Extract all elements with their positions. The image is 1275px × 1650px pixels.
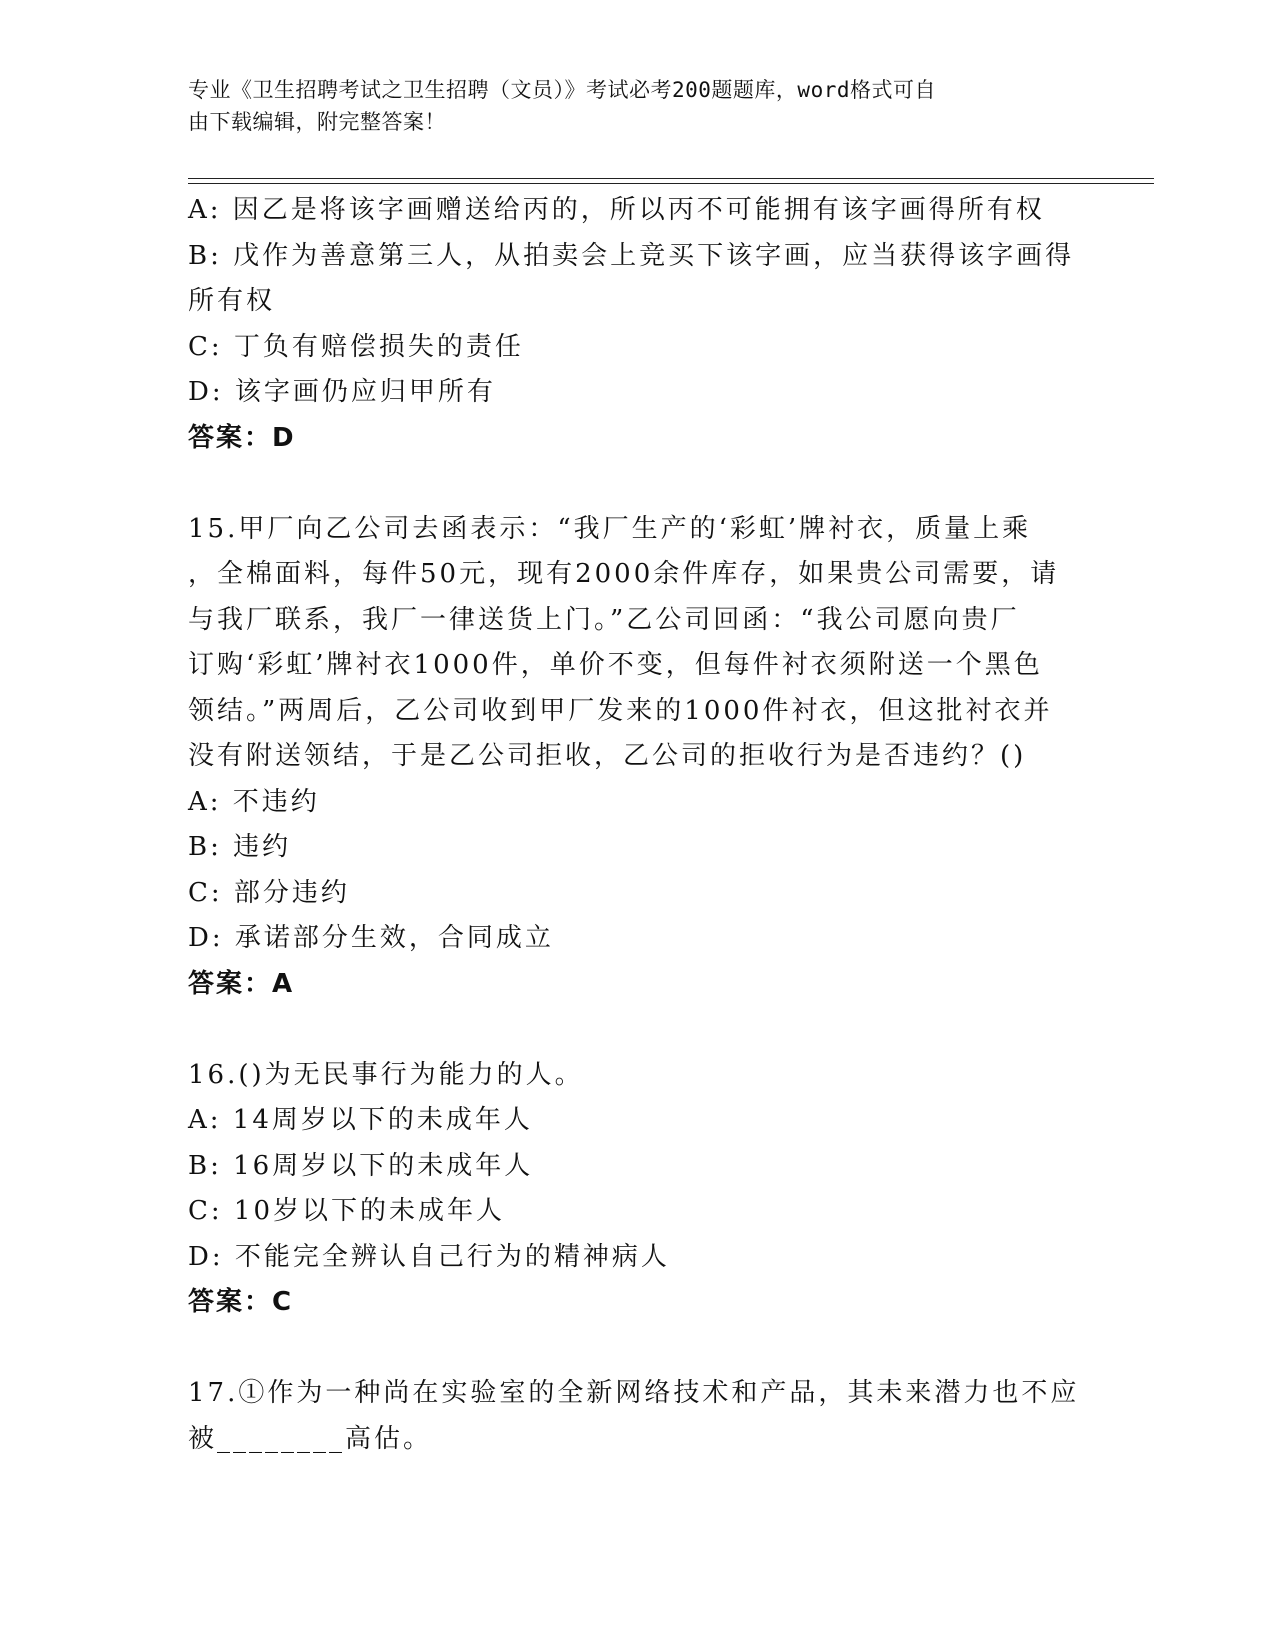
question-15 [188,507,1088,1008]
option-a: A: 不违约 [188,786,320,817]
question-stem: 与我厂联系，我厂一律送货上门。”乙公司回函：“我公司愿向贵厂 [188,604,1020,635]
answer: 答案：C [188,1287,294,1317]
option-a: A: 14周岁以下的未成年人 [188,1105,533,1135]
spacer [188,461,1088,507]
question-stem: 16.()为无民事行为能力的人。 [188,1059,584,1090]
question-list [188,188,1088,1462]
option-b: B: 16周岁以下的未成年人 [188,1150,534,1181]
question-stem: 领结。”两周后，乙公司收到甲厂发来的1000件衬衣，但这批衬衣并 [188,695,1053,726]
question-stem: 订购‘彩虹’牌衬衣1000件，单价不变，但每件衬衣须附送一个黑色 [188,650,1043,680]
document-header [188,74,1068,138]
option-d: D: 该字画仍应归甲所有 [188,377,496,407]
option-d: D: 承诺部分生效，合同成立 [188,923,554,953]
option-b: B: 戊作为善意第三人，从拍卖会上竞买下该字画，应当获得该字画得 [188,240,1075,271]
question-17 [188,1371,1088,1462]
question-stem: 没有附送领结，于是乙公司拒收，乙公司的拒收行为是否违约？() [188,741,1027,771]
answer: 答案：A [188,968,295,999]
header-divider-top [188,178,1154,179]
option-b: B: 违约 [188,832,292,862]
question-stem: 15.甲厂向乙公司去函表示：“我厂生产的‘彩虹’牌衬衣，质量上乘 [188,513,1032,544]
question-16 [188,1053,1088,1326]
header-line-1: 专业《卫生招聘考试之卫生招聘（文员）》考试必考200题题库，word格式可自 [188,78,936,102]
spacer [188,1007,1088,1053]
option-c: C: 丁负有赔偿损失的责任 [188,331,524,362]
question-stem: 被________高估。 [188,1423,433,1454]
spacer [188,1326,1088,1372]
answer: 答案：D [188,422,296,453]
option-a: A: 因乙是将该字画赠送给丙的，所以丙不可能拥有该字画得所有权 [188,195,1045,225]
option-c: C: 10岁以下的未成年人 [188,1196,506,1226]
option-b-continued: 所有权 [188,286,276,316]
option-c: C: 部分违约 [188,877,350,908]
option-d: D: 不能完全辨认自己行为的精神病人 [188,1241,670,1272]
question-14 [188,188,1088,461]
question-stem: ，全棉面料，每件50元，现有2000余件库存，如果贵公司需要，请 [188,559,1060,589]
header-line-2: 由下载编辑，附完整答案！ [188,110,446,134]
header-divider-bottom [188,183,1154,184]
question-stem: 17.①作为一种尚在实验室的全新网络技术和产品，其未来潜力也不应 [188,1378,1080,1408]
